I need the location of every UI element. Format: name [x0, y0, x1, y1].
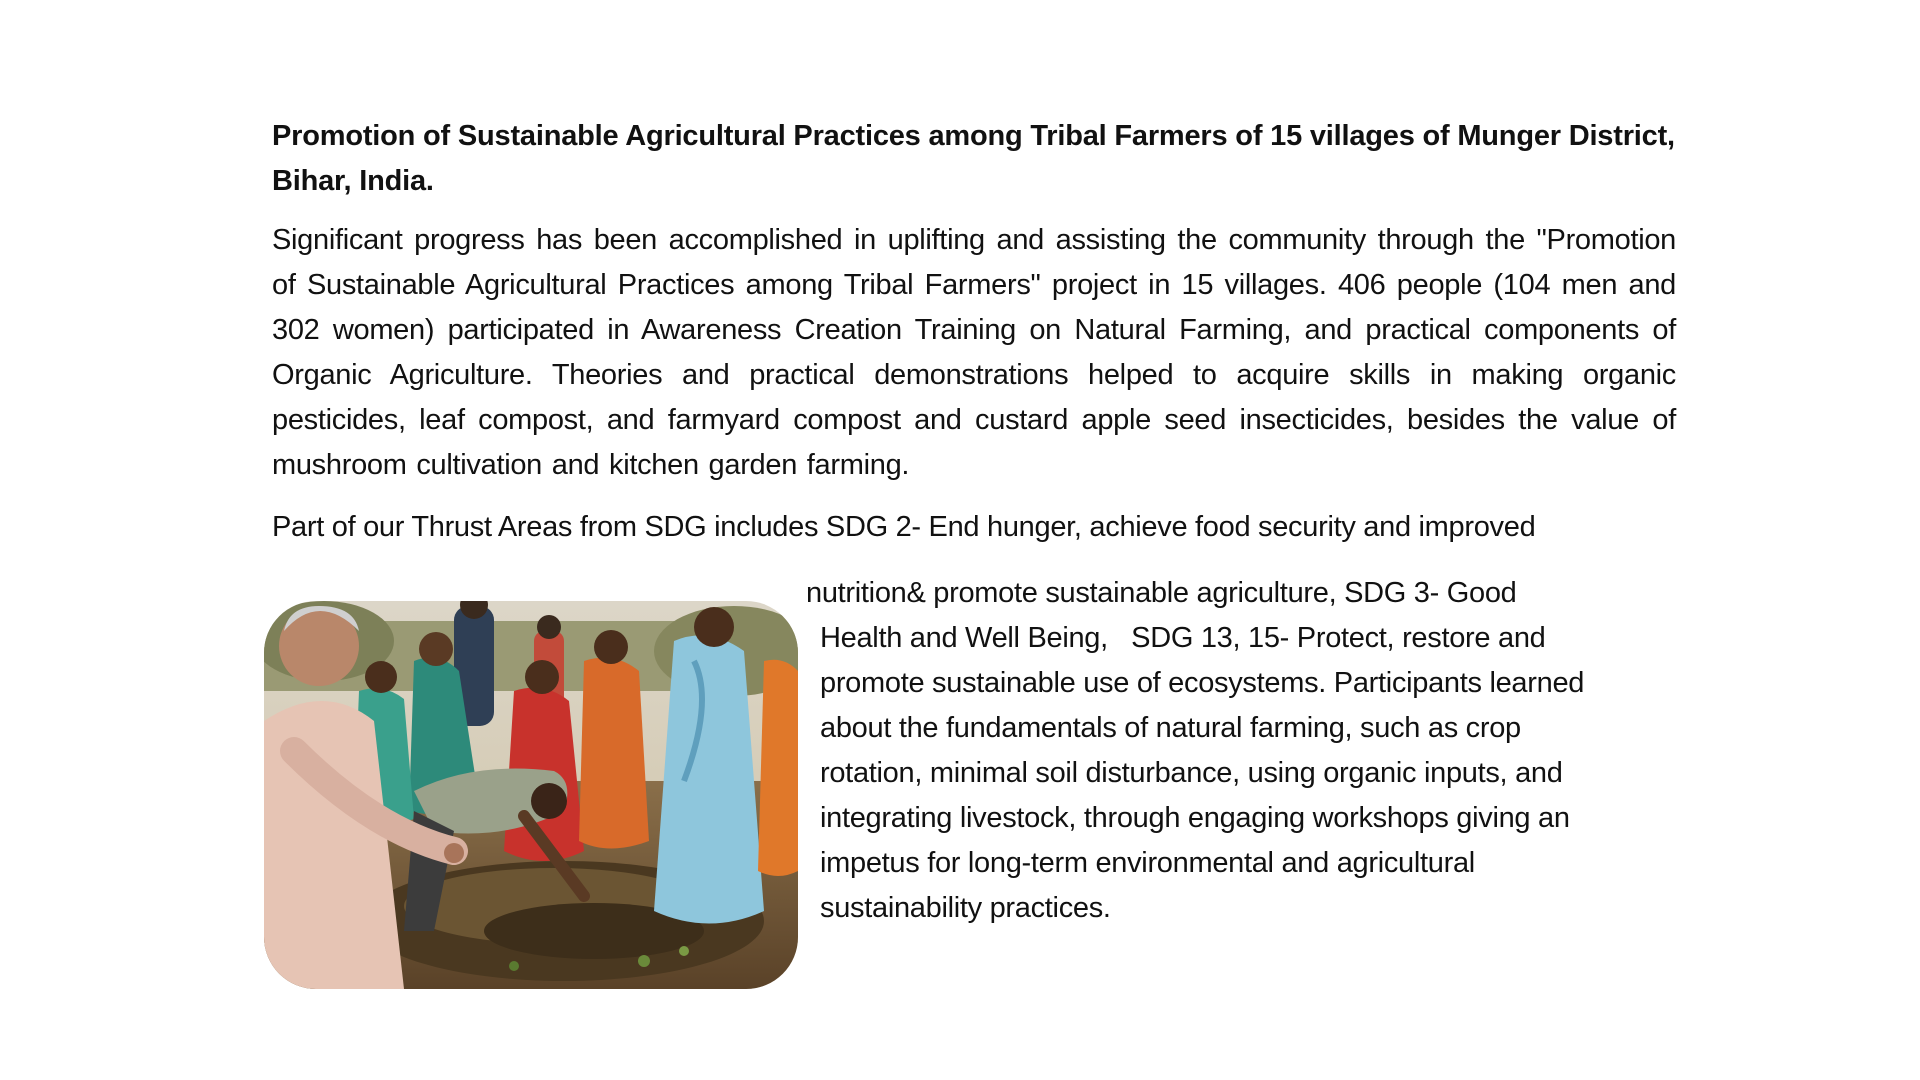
paragraph-line: integrating livestock, through engaging workshops giving an [820, 802, 1570, 834]
paragraph-sdg-lead: Part of our Thrust Areas from SDG includes SDG 2- End hunger, achieve food security and improved [272, 511, 1536, 543]
photo-women-farmers-icon [264, 601, 798, 989]
workshop-photo [264, 601, 798, 989]
document-title: Promotion of Sustainable Agricultural Practices among Tribal Farmers of 15 villages of Munger District, Bihar, India. [272, 120, 1675, 197]
paragraph-line: about the fundamentals of natural farming, such as crop [820, 712, 1521, 744]
paragraph-progress: Significant progress has been accomplished in uplifting and assisting the community through the "Promotion of Sustainable Agricultural Practices among Tribal Farmers" project in 15 villages. 406 people (104 men and 302 women) participated in Awareness Creation Training on Natural Farming, and practical components of Organic Agriculture. Theories and practical demonstrations helped to acquire skills in making organic pesticides, leaf compost, and farmyard compost and custard apple seed insecticides, besides the value of mushroom cultivation and kitchen garden farming. [272, 224, 1676, 481]
paragraph-line: nutrition& promote sustainable agriculture, SDG 3- Good [806, 577, 1517, 609]
paragraph-line: rotation, minimal soil disturbance, using organic inputs, and [820, 757, 1563, 789]
document-body [272, 114, 1676, 550]
paragraph-sdg-continued [806, 571, 1686, 931]
paragraph-line: promote sustainable use of ecosystems. Participants learned [820, 667, 1585, 699]
paragraph-line: Health and Well Being, SDG 13, 15- Protect, restore and [820, 622, 1546, 654]
paragraph-line: impetus for long-term environmental and agricultural [820, 847, 1475, 879]
paragraph-line: sustainability practices. [820, 892, 1111, 924]
